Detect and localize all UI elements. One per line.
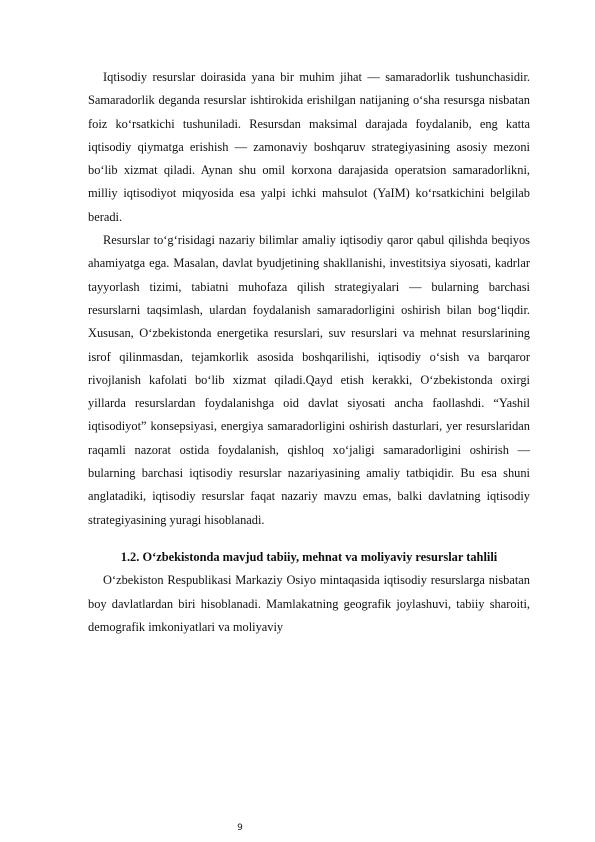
page-number: 9 (237, 823, 243, 833)
document-page (88, 66, 530, 639)
paragraph-efficiency: Iqtisodiy resurslar doirasida yana bir muhim jihat — samaradorlik tushunchasidir. Samaradorlik deganda resurslar ishtirokida erishilgan natijaning o‘sha resursga nisbatan foiz ko‘rsatkichi tushuniladi. Resursdan maksimal darajada foydalanib, eng katta iqtisodiy qiymatga erishish — zamonaviy boshqaruv strategiyasining asosiy mezoni bo‘lib xizmat qiladi. Aynan shu omil korxona darajasida operatsion samaradorlikni, milliy iqtisodiyot miqyosida esa yalpi ichki mahsulot (YaIM) ko‘rsatkichini belgilab beradi. (88, 70, 530, 224)
section-heading: 1.2. O‘zbekistonda mavjud tabiiy, mehnat va moliyaviy resurslar tahlili (120, 549, 498, 564)
paragraph-uzbekistan-resources: O‘zbekiston Respublikasi Markaziy Osiyo mintaqasida iqtisodiy resurslarga nisbatan boy davlatlardan biri hisoblanadi. Mamlakatning geografik joylashuvi, tabiiy sharoiti, demografik imkoniyatlari va moliyaviy (88, 573, 530, 634)
paragraph-resource-policy: Resurslar to‘g‘risidagi nazariy bilimlar amaliy iqtisodiy qaror qabul qilishda beqiyos ahamiyatga ega. Masalan, davlat byudjetining shakllanishi, investitsiya siyosati, kadrlar tayyorlash tizimi, tabiatni muhofaza qilish strategiyalari — bularning barchasi resurslarni taqsimlash, ulardan foydalanish samaradorligini oshirish bilan bog‘liqdir. Xususan, O‘zbekistonda energetika resurslari, suv resurslari va mehnat resurslarining isrof qilinmasdan, tejamkorlik asosida boshqarilishi, iqtisodiy o‘sish va barqaror rivojlanish kafolati bo‘lib xizmat qiladi.Qayd etish kerakki, O‘zbekistonda oxirgi yillarda resurslardan foydalanishga oid davlat siyosati ancha faollashdi. “Yashil iqtisodiyot” konsepsiyasi, energiya samaradorligini oshirish dasturlari, yer resurslaridan raqamli nazorat ostida foydalanish, qishloq xo‘jaligi samaradorligini oshirish — bularning barchasi iqtisodiy resurslar nazariyasining amaliy tatbiqidir. Bu esa shuni anglatadiki, iqtisodiy resurslar faqat nazariy mavzu emas, balki davlatning iqtisodiy strategiyasining yuragi hisoblanadi. (88, 233, 530, 527)
